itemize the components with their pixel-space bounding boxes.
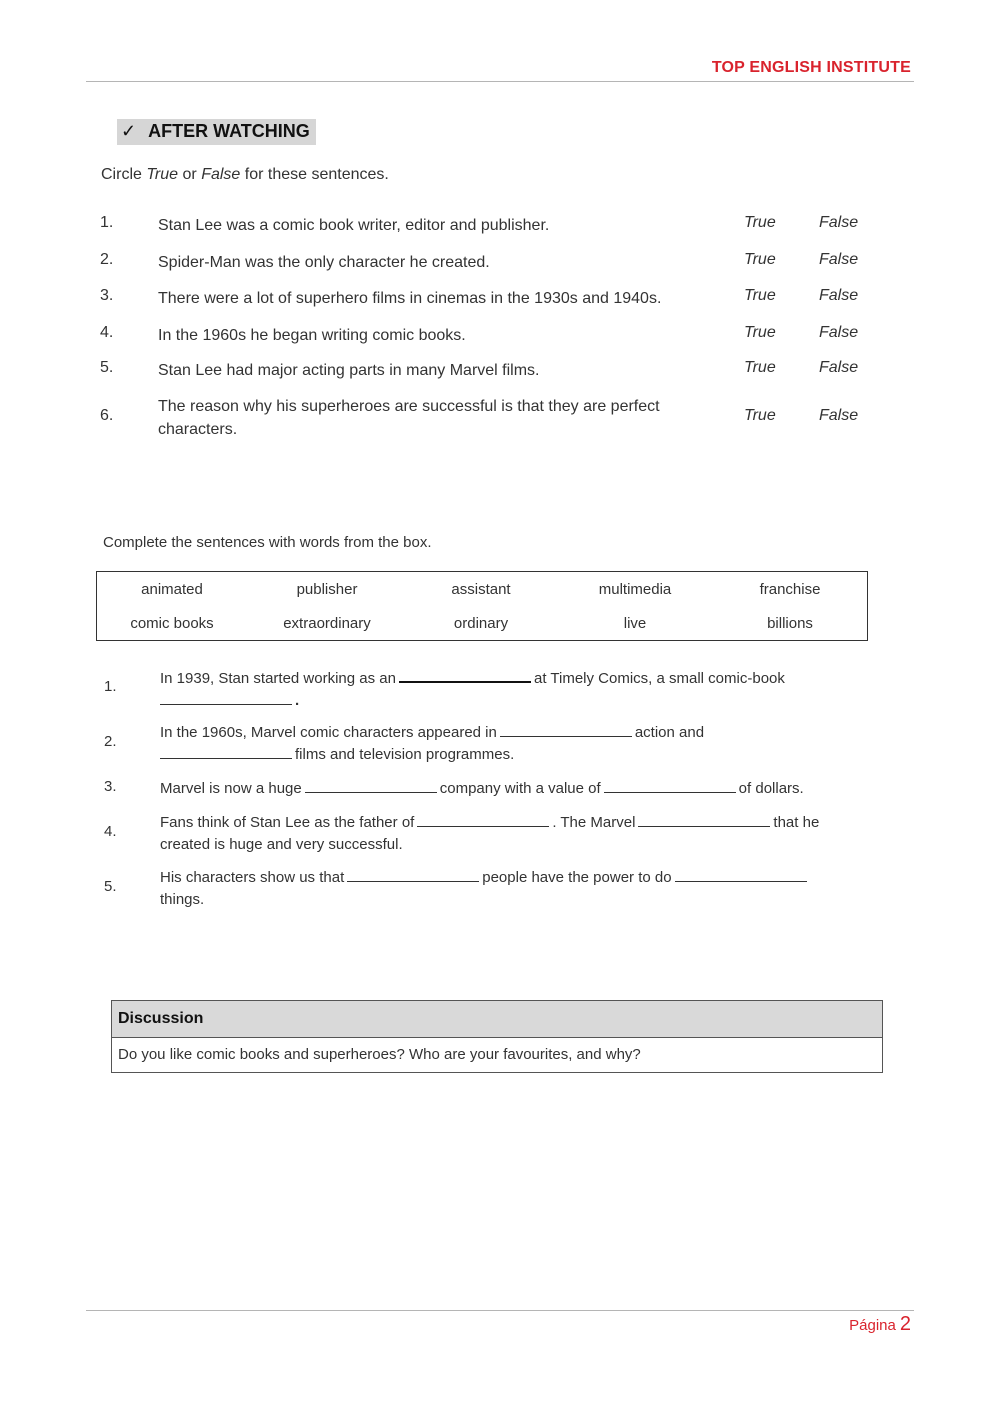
item-number: 4. bbox=[100, 324, 114, 341]
answer-blank[interactable] bbox=[305, 778, 437, 793]
answer-blank[interactable] bbox=[399, 667, 531, 683]
word-box-item: assistant bbox=[451, 581, 511, 598]
word-box-item: animated bbox=[141, 581, 203, 598]
discussion-box bbox=[111, 1000, 883, 1073]
sentence-part: In the 1960s, Marvel comic characters appeared in bbox=[160, 724, 497, 741]
sentence-part: Marvel is now a huge bbox=[160, 780, 302, 797]
answer-blank[interactable] bbox=[417, 812, 549, 827]
answer-blank[interactable] bbox=[347, 867, 479, 882]
sentence-part: people have the power to do bbox=[482, 869, 672, 886]
sentence-part: action and bbox=[634, 724, 705, 741]
word-box-item: extraordinary bbox=[283, 615, 371, 632]
answer-blank[interactable] bbox=[160, 744, 292, 759]
section-title: AFTER WATCHING bbox=[148, 121, 310, 141]
true-option[interactable]: True bbox=[744, 251, 776, 268]
true-option[interactable]: True bbox=[744, 214, 776, 231]
item-text: Stan Lee had major acting parts in many Marvel films. bbox=[158, 362, 540, 379]
instruction-part: for these sentences. bbox=[240, 166, 389, 183]
word-box-item: publisher bbox=[296, 581, 358, 598]
true-option[interactable]: True bbox=[744, 287, 776, 304]
item-text: The reason why his superheroes are successful is that they are perfect characters. bbox=[158, 398, 660, 438]
item-number: 3. bbox=[104, 778, 117, 795]
sentence-part: . The Marvel bbox=[552, 814, 636, 831]
false-option[interactable]: False bbox=[819, 251, 859, 268]
false-option[interactable]: False bbox=[819, 324, 859, 341]
item-text: Stan Lee was a comic book writer, editor and publisher. bbox=[158, 217, 550, 234]
sentence-part: His characters show us that bbox=[160, 869, 345, 886]
complete-instruction: Complete the sentences with words from the box. bbox=[103, 534, 432, 551]
instruction-false: False bbox=[201, 166, 241, 183]
item-text: There were a lot of superhero films in cinemas in the 1930s and 1940s. bbox=[158, 290, 662, 307]
word-box-item: live bbox=[623, 615, 647, 632]
instruction-true: True bbox=[146, 166, 179, 183]
answer-blank[interactable] bbox=[675, 867, 807, 882]
item-number: 2. bbox=[100, 251, 114, 268]
sentence-part: at Timely Comics, a small comic-book bbox=[533, 670, 785, 687]
true-option[interactable]: True bbox=[744, 359, 776, 376]
item-number: 4. bbox=[104, 823, 117, 840]
item-number: 2. bbox=[104, 733, 117, 750]
sentence-part: . bbox=[295, 692, 300, 709]
answer-blank[interactable] bbox=[160, 690, 292, 705]
item-number: 3. bbox=[100, 287, 114, 304]
item-text: Spider-Man was the only character he created. bbox=[158, 254, 490, 271]
true-option[interactable]: True bbox=[744, 407, 776, 424]
item-number: 1. bbox=[100, 214, 114, 231]
false-option[interactable]: False bbox=[819, 214, 859, 231]
item-number: 5. bbox=[104, 878, 117, 895]
institute-title: TOP ENGLISH INSTITUTE bbox=[711, 59, 911, 76]
false-option[interactable]: False bbox=[819, 359, 859, 376]
answer-blank[interactable] bbox=[638, 812, 770, 827]
word-box-item: comic books bbox=[130, 615, 214, 632]
instruction-part: Circle bbox=[101, 166, 147, 183]
answer-blank[interactable] bbox=[604, 778, 736, 793]
sentence-part: films and television programmes. bbox=[295, 746, 515, 763]
item-text: In the 1960s he began writing comic books. bbox=[158, 327, 466, 344]
answer-blank[interactable] bbox=[500, 722, 632, 737]
instruction-part: or bbox=[178, 166, 202, 183]
item-number: 6. bbox=[100, 407, 114, 424]
page-footer bbox=[849, 1313, 911, 1336]
sentence-part: Fans think of Stan Lee as the father of bbox=[160, 814, 415, 831]
sentence-part: things. bbox=[160, 891, 205, 908]
word-box-item: billions bbox=[767, 615, 813, 632]
false-option[interactable]: False bbox=[819, 287, 859, 304]
footer-divider bbox=[86, 1310, 914, 1311]
page-number: 2 bbox=[899, 1313, 911, 1335]
sentence-part: company with a value of bbox=[439, 780, 601, 797]
word-box-item: ordinary bbox=[453, 615, 509, 632]
sentence-part: In 1939, Stan started working as an bbox=[160, 670, 396, 687]
word-box-item: franchise bbox=[759, 581, 821, 598]
check-icon: ✓ bbox=[121, 121, 137, 141]
section-heading bbox=[117, 119, 316, 145]
item-number: 5. bbox=[100, 359, 114, 376]
sentence-part: of dollars. bbox=[738, 780, 804, 797]
page-label: Página bbox=[849, 1317, 896, 1334]
item-number: 1. bbox=[104, 678, 117, 695]
discussion-question: Do you like comic books and superheroes? Who are your favourites, and why? bbox=[118, 1046, 641, 1063]
discussion-title: Discussion bbox=[112, 1001, 882, 1038]
word-box-item: multimedia bbox=[598, 581, 672, 598]
true-option[interactable]: True bbox=[744, 324, 776, 341]
sentence-part: that he created is huge and very successful. bbox=[160, 814, 820, 853]
word-box bbox=[96, 571, 868, 641]
false-option[interactable]: False bbox=[819, 407, 859, 424]
true-false-instruction bbox=[101, 166, 389, 184]
header-divider bbox=[86, 81, 914, 82]
